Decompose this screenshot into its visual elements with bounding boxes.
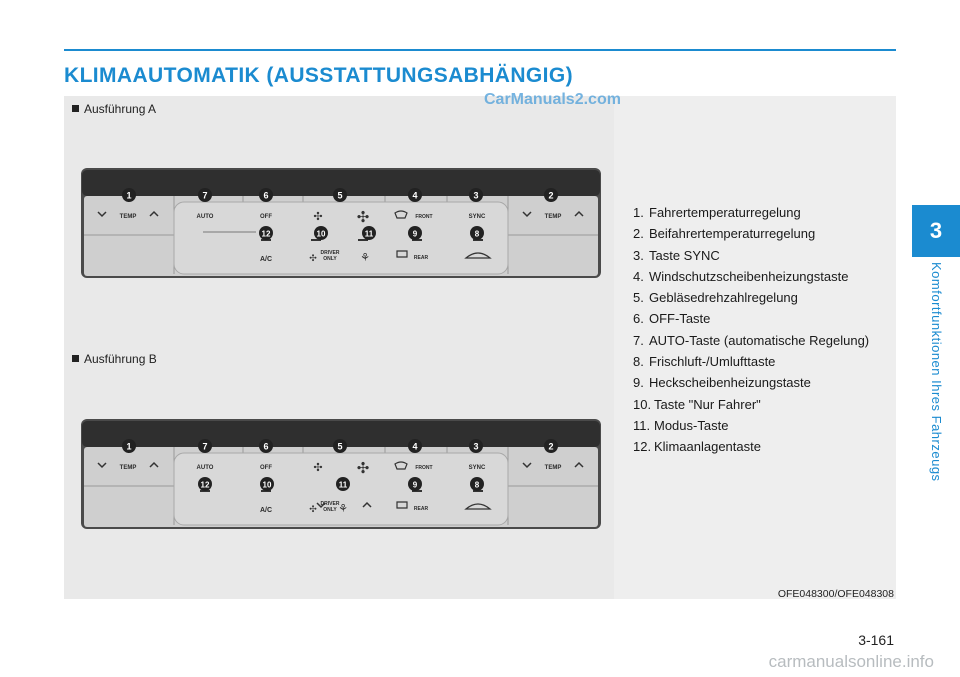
legend-item-text: Taste "Nur Fahrer": [654, 396, 761, 412]
passenger-temp-label: TEMP: [544, 465, 562, 471]
fan-large-icon: ✣: [356, 209, 370, 226]
legend-item-number: 1.: [633, 205, 644, 220]
callout-number: 6: [263, 441, 269, 452]
legend-item-number: 9.: [633, 375, 644, 391]
header-rule: [64, 49, 896, 51]
chapter-title: Komfortfunktionen Ihres Fahrzeugs: [929, 262, 944, 482]
driver-only-label-line1: DRIVER: [320, 250, 340, 256]
callout-number: 7: [202, 441, 208, 452]
legend-item: [633, 247, 893, 264]
rear-defrost-label: REAR: [413, 506, 429, 512]
callout-number: 6: [263, 190, 269, 201]
off-button-label: OFF: [260, 214, 272, 220]
legend-item-number: 4.: [633, 268, 644, 284]
legend-item-number: 7.: [633, 332, 644, 348]
bullet-square-icon: [72, 355, 79, 362]
legend-item: [633, 204, 893, 221]
legend-item: [633, 332, 893, 349]
callout-number: 3: [473, 441, 479, 452]
legend-item-number: 5.: [633, 290, 644, 306]
legend-item-number: 11.: [633, 417, 651, 433]
legend-item-number: 8.: [633, 354, 644, 370]
front-defrost-label: FRONT: [415, 465, 433, 471]
variant-label-a: Ausführung A: [72, 102, 156, 116]
driver-only-seat-icon: ✣: [309, 504, 317, 514]
front-defrost-label: FRONT: [415, 214, 433, 220]
callout-number: 4: [412, 441, 418, 452]
callout-number: 1: [126, 441, 132, 452]
callout-number: 5: [337, 441, 343, 452]
driver-only-label-line2: ONLY: [323, 507, 337, 513]
callout-number: 2: [548, 190, 554, 201]
sync-button-label: SYNC: [468, 214, 486, 220]
section-title: KLIMAAUTOMATIK (AUSSTATTUNGSABHÄNGIG): [64, 64, 574, 87]
passenger-temp-label: TEMP: [544, 214, 562, 220]
panel-center-area: [174, 202, 508, 274]
callout-number: 2: [548, 441, 554, 452]
legend-item: [633, 310, 893, 327]
legend-item-number: 6.: [633, 311, 644, 327]
legend-item: [633, 353, 893, 370]
callout-number: 1: [126, 190, 132, 201]
chapter-tab: 3: [912, 205, 960, 257]
legend-list: [633, 204, 893, 460]
legend-item-text: AUTO-Taste (automatische Regelung): [649, 332, 870, 348]
driver-temp-label: TEMP: [119, 465, 137, 471]
legend-item-text: Fahrertemperaturregelung: [649, 205, 801, 220]
driver-only-label-line2: ONLY: [323, 256, 337, 262]
control-panel-b: [81, 419, 601, 529]
callout-number: 11: [338, 480, 348, 490]
legend-item-text: Taste SYNC: [649, 247, 720, 263]
variant-label-b: Ausführung B: [72, 352, 157, 366]
off-button-label: OFF: [260, 465, 272, 471]
legend-item-text: Heckscheibenheizungstaste: [649, 375, 811, 391]
sync-button-label: SYNC: [468, 465, 486, 471]
legend-item: [633, 417, 893, 434]
driver-only-label-line1: DRIVER: [320, 501, 340, 507]
legend-item: [633, 268, 893, 285]
legend-item-number: 2.: [633, 226, 644, 242]
legend-item: [633, 396, 893, 413]
callout-number: 8: [474, 229, 480, 239]
callout-number: 11: [364, 229, 374, 239]
callout-number: 9: [412, 229, 418, 239]
ac-button-label: A/C: [259, 507, 273, 514]
legend-item-text: Gebläsedrehzahlregelung: [649, 290, 798, 306]
legend-item: [633, 374, 893, 391]
driver-temp-label: TEMP: [119, 214, 137, 220]
bullet-square-icon: [72, 105, 79, 112]
page-number: 3-161: [858, 632, 894, 648]
legend-item-number: 10.: [633, 396, 652, 412]
fan-large-icon: ✣: [356, 460, 370, 477]
callout-number: 10: [262, 480, 272, 490]
callout-number: 3: [473, 190, 479, 201]
auto-button-label: AUTO: [196, 214, 214, 220]
mode-icon: ⚘: [360, 252, 370, 264]
legend-item-text: Beifahrertemperaturregelung: [649, 226, 816, 242]
legend-item: [633, 289, 893, 306]
callout-number: 12: [200, 480, 210, 490]
watermark-bottom: carmanualsonline.info: [768, 652, 934, 671]
rear-defrost-label: REAR: [413, 255, 429, 261]
figure-caption: OFE048300/OFE048308: [777, 588, 894, 600]
legend-item-text: Modus-Taste: [654, 417, 729, 433]
callout-number: 10: [316, 229, 326, 239]
callout-number: 7: [202, 190, 208, 201]
callout-number: 4: [412, 190, 418, 201]
legend-item-number: 12.: [633, 439, 652, 455]
legend-item-text: OFF-Taste: [649, 311, 711, 327]
legend-item-text: Klimaanlagentaste: [654, 439, 761, 455]
control-panel-a-drawing: [81, 168, 601, 278]
legend-item-text: Windschutzscheibenheizungstaste: [649, 268, 849, 284]
callout-number: 12: [261, 229, 271, 239]
driver-only-seat-icon: ✣: [309, 253, 317, 263]
control-panel-b-drawing: [81, 419, 601, 529]
fan-small-icon: ✣: [313, 462, 323, 474]
watermark-top: CarManuals2.com: [484, 91, 621, 108]
mode-icon: ⚘: [338, 503, 348, 515]
legend-item-number: 3.: [633, 247, 644, 263]
callout-number: 5: [337, 190, 343, 201]
legend-item-text: Frischluft-/Umlufttaste: [649, 354, 776, 370]
control-panel-a: [81, 168, 601, 278]
callout-number: 9: [412, 480, 418, 490]
callout-number: 8: [474, 480, 480, 490]
legend-item: [633, 438, 893, 455]
auto-button-label: AUTO: [196, 465, 214, 471]
legend-item: [633, 225, 893, 242]
fan-small-icon: ✣: [313, 211, 323, 223]
ac-button-label: A/C: [259, 256, 273, 263]
